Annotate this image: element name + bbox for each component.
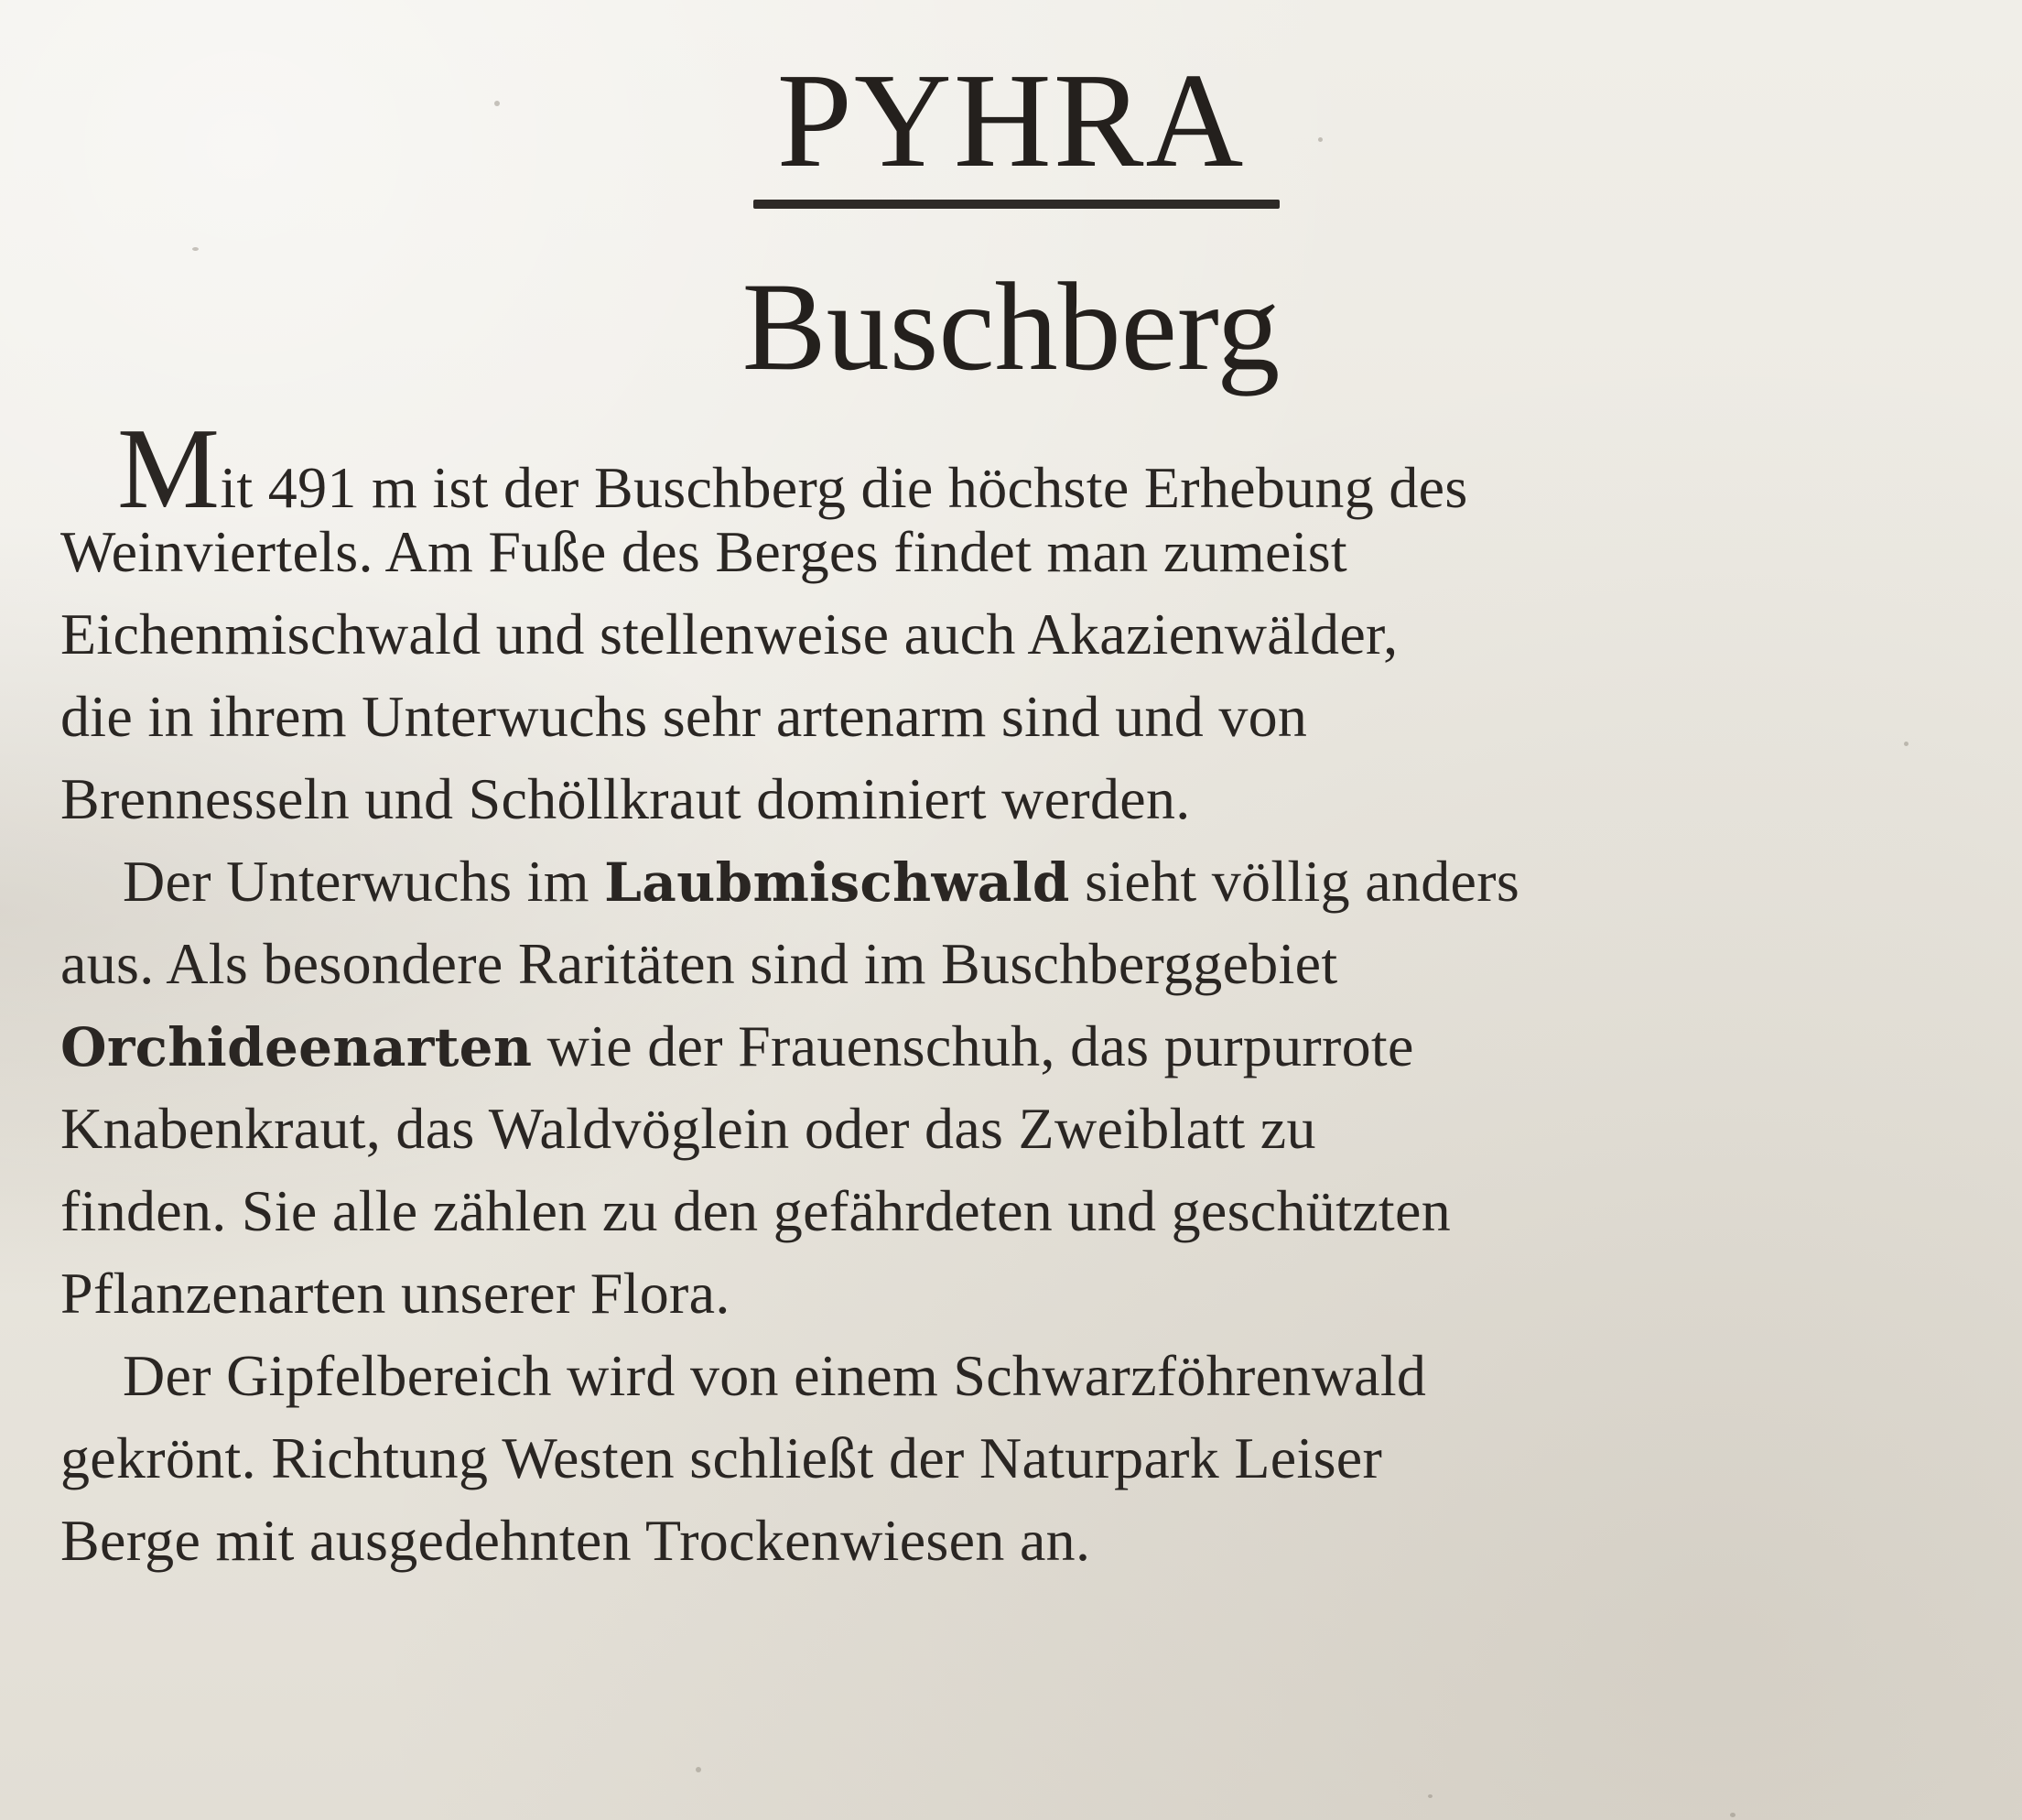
- paragraph-2-line-1-post: sieht völlig anders: [1069, 849, 1520, 914]
- dirt-speck: [192, 247, 199, 251]
- paragraph-3-line-2: gekrönt. Richtung Westen schließt der Naturpark Leiser: [60, 1425, 1383, 1490]
- sign-body: [60, 406, 1946, 1582]
- paragraph-1-line-3: Eichenmischwald und stellenweise auch Akazienwälder,: [60, 601, 1399, 666]
- paragraph-2-line-1-pre: Der Unterwuchs im: [123, 849, 605, 914]
- keyword-orchideenarten: Orchideenarten: [60, 1016, 533, 1078]
- keyword-laubmischwald: Laubmischwald: [604, 851, 1070, 914]
- paragraph-3-line-3: Berge mit ausgedehnten Trockenwiesen an.: [60, 1508, 1091, 1573]
- dirt-speck: [696, 1767, 701, 1772]
- paragraph-1-line-2: Weinviertels. Am Fuße des Berges findet man zumeist: [60, 519, 1348, 584]
- paragraph-1-line-1-text: it 491 m ist der Buschberg die höchste Erhebung des: [220, 455, 1468, 520]
- paragraph-2-line-1: [60, 840, 1946, 923]
- dirt-speck: [1428, 1794, 1433, 1798]
- paragraph-2-line-3: [60, 1005, 1946, 1088]
- paragraph-1-line-5: Brennesseln und Schöllkraut dominiert werden.: [60, 766, 1191, 831]
- drop-cap: M: [117, 406, 221, 533]
- paragraph-2-line-3-post: wie der Frauenschuh, das purpurrote: [532, 1013, 1414, 1078]
- sign-title: PYHRA: [776, 46, 1246, 196]
- dirt-speck: [1730, 1813, 1735, 1817]
- paragraph-2-line-4: Knabenkraut, das Waldvöglein oder das Zweiblatt zu: [60, 1096, 1316, 1161]
- paragraph-2-line-5: finden. Sie alle zählen zu den gefährdeten und geschützten: [60, 1178, 1451, 1243]
- sign-subtitle: Buschberg: [741, 256, 1281, 396]
- paragraph-1-line-4: die in ihrem Unterwuchs sehr artenarm sind und von: [60, 684, 1308, 749]
- title-underline: [753, 200, 1280, 209]
- paragraph-2-line-6: Pflanzenarten unserer Flora.: [60, 1261, 730, 1326]
- paragraph-3-line-1: Der Gipfelbereich wird von einem Schwarzföhrenwald: [123, 1343, 1427, 1408]
- paragraph-2-line-2: aus. Als besondere Raritäten sind im Buschberggebiet: [60, 931, 1338, 996]
- paragraph-1-line-1: [60, 406, 1946, 533]
